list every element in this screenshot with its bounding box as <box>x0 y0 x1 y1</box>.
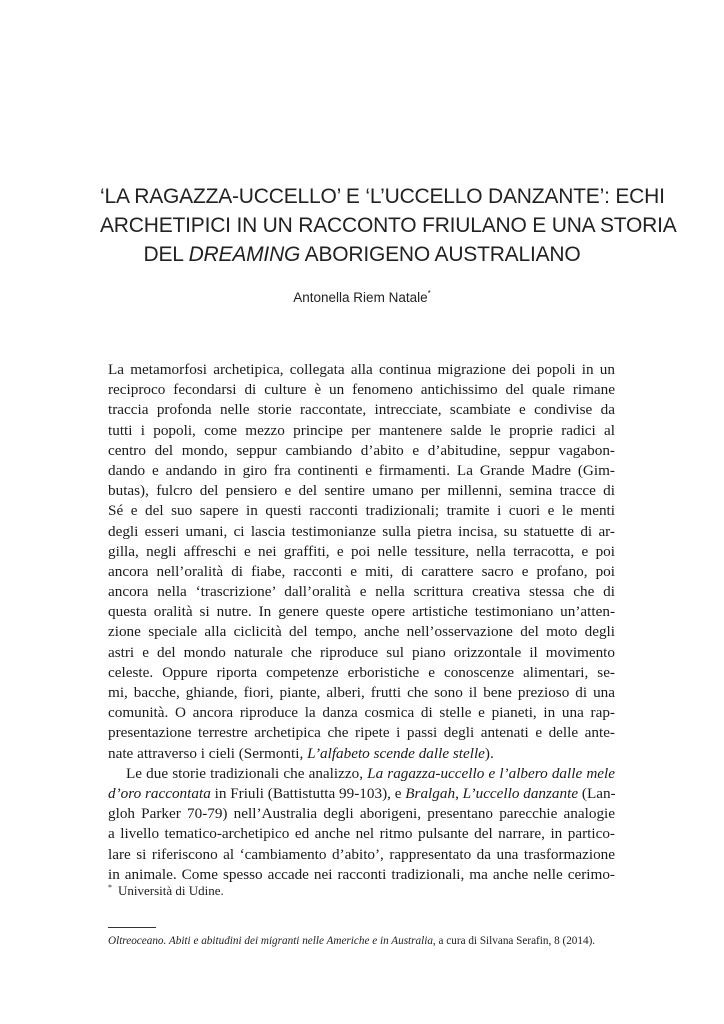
paragraph-1-line: ancora nell’oralità di fiabe, racconti e miti, di carattere sacro e profano, poi <box>108 562 615 580</box>
footnote-mark: * <box>108 883 112 892</box>
author-footnote-mark: * <box>427 289 431 298</box>
author-line <box>100 289 624 305</box>
paragraph-1-line: mi, bacche, ghiande, fiori, piante, alberi, frutti che sono il bene prezioso di una <box>108 684 615 701</box>
paragraph-1-line: questa oralità si nutre. In genere queste opere artistiche testimoniano un’atten- <box>108 603 615 621</box>
article-body <box>108 360 615 885</box>
paragraph-1-line: Sé e del suo sapere in questi racconti tradizionali; tramite i cuori e le menti <box>108 502 615 520</box>
paragraph-2-line: a livello tematico-archetipico ed anche nel ritmo pulsante del narrare, in partico- <box>108 825 615 843</box>
paragraph-2-line: in animale. Come spesso accade nei racconti tradizionali, ma anche nelle cerimo- <box>108 865 615 883</box>
paragraph-1-line: dando e andando in giro fra continenti e firmamenti. La Grande Madre (Gim- <box>108 461 615 479</box>
paragraph-2 <box>108 764 615 885</box>
paragraph-1-last-line: nate attraverso i cieli (Sermonti, L’alfabeto scende dalle stelle). <box>108 744 494 762</box>
paragraph-2-line: lare si riferiscono al ‘cambiamento d’abito’, rappresentato da una trasformazione <box>108 845 615 863</box>
paragraph-1-line: degli esseri umani, ci lascia testimonianze sulla pietra incisa, su statuette di ar- <box>108 522 615 540</box>
paragraph-1-line: traccia profonda nelle storie raccontate, intrecciate, scambiate e condivise da <box>108 401 615 419</box>
footnote <box>108 883 224 899</box>
title-italic-word: DREAMING <box>188 243 301 266</box>
paragraph-1-line: zione speciale alla ciclicità del tempo, anche nell’osservazione del moto degli <box>108 623 615 641</box>
title-line-3: DEL DREAMING ABORIGENO AUSTRALIANO <box>143 243 581 266</box>
paragraph-1-line: centro del mondo, seppur cambiando d’abito e d’abitudine, seppur vagabon- <box>108 441 615 459</box>
title-line-2: ARCHETIPICI IN UN RACCONTO FRIULANO E UNA STORIA <box>100 214 677 237</box>
journal-title: Oltreoceano. Abiti e abitudini dei migranti nelle Americhe e in Australia <box>108 935 433 947</box>
paragraph-1-line: La metamorfosi archetipica, collegata alla continua migrazione dei popoli in un <box>108 361 615 378</box>
footer-rule <box>108 927 156 928</box>
paragraph-1-line: butas), fulcro del pensiero e del sentire umano per millenni, semina tracce di <box>108 482 615 500</box>
paragraph-1-line: celeste. Oppure riporta competenze erboristiche e conoscenze alimentari, se- <box>108 663 615 681</box>
paragraph-1-line: ancora nella ‘trascrizione’ dall’oralità e nella scrittura creativa stessa che di <box>108 583 615 601</box>
journal-citation <box>108 935 628 947</box>
paragraph-1-line: gilla, negli affreschi e nei graffiti, e poi nelle tessiture, nella terracotta, e poi <box>108 542 615 560</box>
paragraph-1-line: astri e del mondo naturale che riproduce sul piano orizzontale il movimento <box>108 643 615 661</box>
paragraph-2-line: d’oro raccontata in Friuli (Battistutta 99-103), e Bralgah, L’uccello danzante (Lan- <box>108 784 616 802</box>
author-name: Antonella Riem Natale <box>293 290 428 305</box>
paragraph-2-line: gloh Parker 70-79) nell’Australia degli aborigeni, presentano parecchie analogie <box>108 805 615 823</box>
article-title <box>100 182 677 269</box>
paragraph-1 <box>108 360 615 744</box>
journal-details: , a cura di Silvana Serafin, 8 (2014). <box>432 935 596 947</box>
paragraph-1-line: comunità. O ancora riproduce la danza cosmica di stelle e pianeti, in una rap- <box>108 704 615 722</box>
footnote-text: Università di Udine. <box>118 883 224 898</box>
paragraph-2-line: Le due storie tradizionali che analizzo, La ragazza-uccello e l’albero dalle mele <box>126 764 615 782</box>
paragraph-1-line: reciproco fecondarsi di culture è un fenomeno antichissimo del quale rimane <box>108 381 615 399</box>
paragraph-1-line: presentazione terrestre archetipica che ripete i passi degli antenati e delle ante- <box>108 724 615 742</box>
title-line-1: ‘LA RAGAZZA-UCCELLO’ E ‘L’UCCELLO DANZANTE’: ECHI <box>100 185 665 208</box>
paragraph-1-line: tutti i popoli, come mezzo principe per mantenere salde le proprie radici al <box>108 421 615 439</box>
